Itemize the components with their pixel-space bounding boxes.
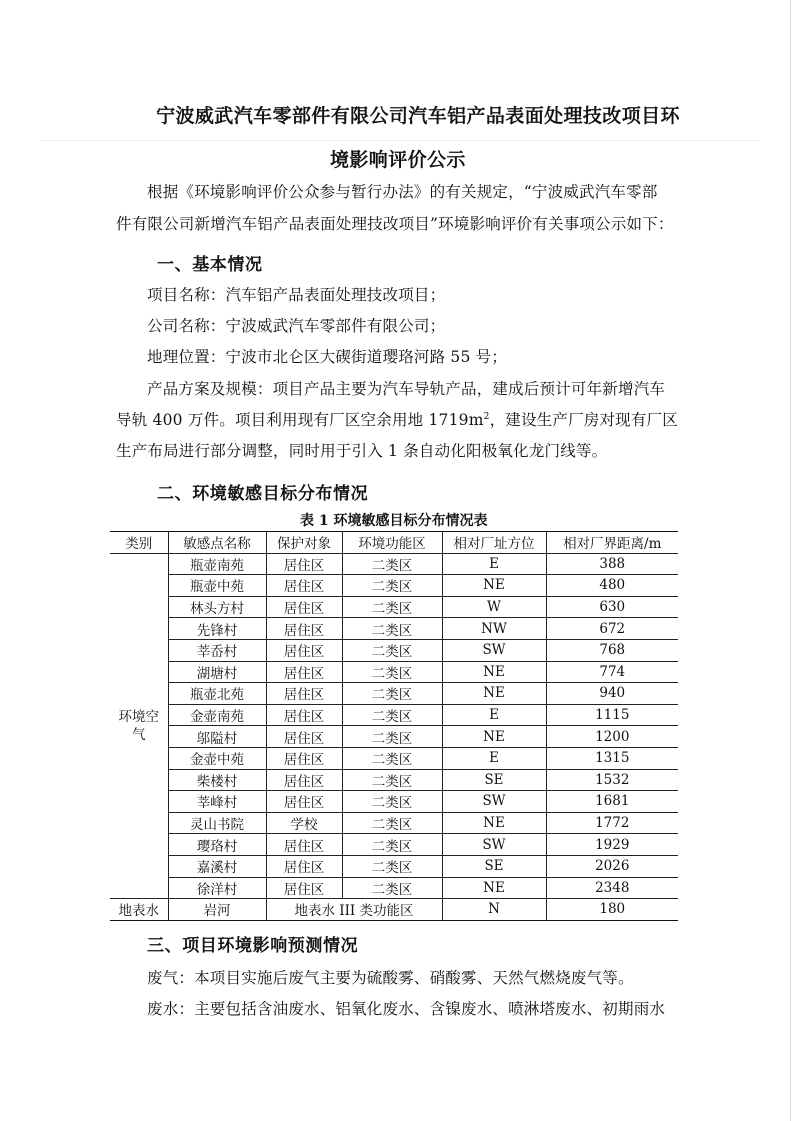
company-name: 公司名称：宁波威武汽车零部件有限公司； — [147, 317, 446, 335]
cell-zone: 二类区 — [342, 769, 442, 791]
cell-direction: NE — [442, 661, 546, 683]
cell-distance: 768 — [546, 639, 678, 661]
table-row — [110, 791, 678, 813]
table-row — [110, 661, 678, 683]
table-row — [110, 618, 678, 640]
cell-name: 莘峰村 — [168, 791, 266, 813]
table-row-surface-water — [110, 899, 678, 921]
cell-distance: 1315 — [546, 747, 678, 769]
cell-direction: NE — [442, 812, 546, 834]
header-name: 敏感点名称 — [168, 532, 266, 554]
scheme-line2-part-b: ，建设生产厂房对现有厂区 — [489, 411, 678, 429]
cell-zone: 二类区 — [342, 855, 442, 877]
cell-zone: 二类区 — [342, 877, 442, 899]
cell-distance: 672 — [546, 618, 678, 640]
cell-object: 居住区 — [266, 575, 342, 597]
scheme-line1: 产品方案及规模：项目产品主要为汽车导轨产品，建成后预计可年新增汽车 — [147, 380, 666, 398]
cell-distance: 1929 — [546, 834, 678, 856]
cell-object: 居住区 — [266, 747, 342, 769]
cell-zone: 二类区 — [342, 812, 442, 834]
table-caption: 表 1 环境敏感目标分布情况表 — [300, 513, 488, 529]
title-divider — [40, 140, 760, 141]
cell-distance: 940 — [546, 683, 678, 705]
area-unit-superscript: 2 — [483, 411, 490, 422]
cell-distance: 1532 — [546, 769, 678, 791]
cell-name: 徐洋村 — [168, 877, 266, 899]
cell-name: 岩河 — [168, 899, 266, 921]
cell-direction: SE — [442, 855, 546, 877]
cell-direction: W — [442, 596, 546, 618]
cell-zone: 二类区 — [342, 726, 442, 748]
category-cell-water: 地表水 — [110, 899, 168, 921]
table-header-row — [110, 532, 678, 554]
cell-distance: 1200 — [546, 726, 678, 748]
cell-distance: 388 — [546, 553, 678, 575]
cell-object: 居住区 — [266, 791, 342, 813]
table-row — [110, 575, 678, 597]
project-name: 项目名称：汽车铝产品表面处理技改项目； — [147, 286, 446, 304]
cell-distance: 1681 — [546, 791, 678, 813]
cell-direction: NE — [442, 575, 546, 597]
table-row — [110, 855, 678, 877]
cell-object: 居住区 — [266, 661, 342, 683]
cell-name: 林头方村 — [168, 596, 266, 618]
section1-heading: 一、基本情况 — [157, 255, 263, 275]
table-row — [110, 747, 678, 769]
cell-object: 居住区 — [266, 704, 342, 726]
cell-object: 居住区 — [266, 726, 342, 748]
cell-zone: 二类区 — [342, 553, 442, 575]
table-row — [110, 812, 678, 834]
cell-direction: NE — [442, 726, 546, 748]
cell-direction: NE — [442, 877, 546, 899]
cell-object: 居住区 — [266, 683, 342, 705]
cell-object: 居住区 — [266, 877, 342, 899]
cell-object: 居住区 — [266, 769, 342, 791]
cell-name: 莘岙村 — [168, 639, 266, 661]
cell-direction: SE — [442, 769, 546, 791]
cell-object: 居住区 — [266, 855, 342, 877]
scheme-line3: 生产布局进行部分调整，同时用于引入 1 条自动化阳极氧化龙门线等。 — [116, 442, 608, 460]
cell-object: 学校 — [266, 812, 342, 834]
cell-direction: SW — [442, 791, 546, 813]
cell-direction: E — [442, 747, 546, 769]
cell-name: 璎珞村 — [168, 834, 266, 856]
header-direction: 相对厂址方位 — [442, 532, 546, 554]
page-edge-line — [790, 0, 791, 1121]
cell-name: 金壶南苑 — [168, 704, 266, 726]
cell-name: 瓶壶中苑 — [168, 575, 266, 597]
intro-paragraph-line2: 件有限公司新增汽车铝产品表面处理技改项目”环境影响评价有关事项公示如下： — [116, 215, 674, 233]
cell-zone: 二类区 — [342, 575, 442, 597]
cell-direction: E — [442, 553, 546, 575]
table-row — [110, 596, 678, 618]
cell-name: 瓶壶北苑 — [168, 683, 266, 705]
header-distance: 相对厂界距离/m — [546, 532, 678, 554]
cell-name: 先锋村 — [168, 618, 266, 640]
cell-direction: SW — [442, 639, 546, 661]
cell-direction: E — [442, 704, 546, 726]
cell-name: 瓶壶南苑 — [168, 553, 266, 575]
intro-paragraph-line1: 根据《环境影响评价公众参与暂行办法》的有关规定，“宁波威武汽车零部 — [147, 183, 658, 201]
cell-zone: 地表水 III 类功能区 — [266, 899, 442, 921]
cell-name: 嘉溪村 — [168, 855, 266, 877]
document-title-line1: 宁波威武汽车零部件有限公司汽车铝产品表面处理技改项目环 — [156, 105, 680, 127]
cell-object: 居住区 — [266, 553, 342, 575]
scheme-line2 — [116, 408, 678, 430]
cell-zone: 二类区 — [342, 747, 442, 769]
cell-name: 金壶中苑 — [168, 747, 266, 769]
cell-distance: 630 — [546, 596, 678, 618]
table-row — [110, 553, 678, 575]
cell-distance: 2026 — [546, 855, 678, 877]
cell-name: 柴楼村 — [168, 769, 266, 791]
cell-distance: 2348 — [546, 877, 678, 899]
table-row — [110, 769, 678, 791]
cell-distance: 774 — [546, 661, 678, 683]
header-object: 保护对象 — [266, 532, 342, 554]
cell-zone: 二类区 — [342, 791, 442, 813]
table-row — [110, 877, 678, 899]
cell-object: 居住区 — [266, 618, 342, 640]
project-location: 地理位置：宁波市北仑区大碶街道璎珞河路 55 号； — [147, 348, 508, 366]
cell-distance: 1115 — [546, 704, 678, 726]
sensitive-targets-table — [110, 531, 678, 921]
cell-zone: 二类区 — [342, 618, 442, 640]
section3-heading: 三、项目环境影响预测情况 — [147, 936, 359, 956]
cell-direction: N — [442, 899, 546, 921]
category-cell-air: 环境空气 — [110, 553, 168, 899]
header-zone: 环境功能区 — [342, 532, 442, 554]
cell-zone: 二类区 — [342, 639, 442, 661]
cell-direction: NE — [442, 683, 546, 705]
cell-object: 居住区 — [266, 639, 342, 661]
table-row — [110, 726, 678, 748]
section2-heading: 二、环境敏感目标分布情况 — [157, 484, 369, 504]
cell-name: 灵山书院 — [168, 812, 266, 834]
table-row — [110, 704, 678, 726]
cell-distance: 1772 — [546, 812, 678, 834]
cell-zone: 二类区 — [342, 596, 442, 618]
cell-direction: NW — [442, 618, 546, 640]
waste-gas-text: 废气：本项目实施后废气主要为硫酸雾、硝酸雾、天然气燃烧废气等。 — [147, 969, 634, 987]
cell-distance: 180 — [546, 899, 678, 921]
cell-direction: SW — [442, 834, 546, 856]
cell-name: 邬隘村 — [168, 726, 266, 748]
cell-zone: 二类区 — [342, 661, 442, 683]
cell-distance: 480 — [546, 575, 678, 597]
cell-name: 湖塘村 — [168, 661, 266, 683]
cell-zone: 二类区 — [342, 683, 442, 705]
cell-object: 居住区 — [266, 834, 342, 856]
cell-object: 居住区 — [266, 596, 342, 618]
table-body — [110, 553, 678, 920]
table-row — [110, 639, 678, 661]
table-row — [110, 834, 678, 856]
header-category: 类别 — [110, 532, 168, 554]
table-row — [110, 683, 678, 705]
document-title-line2: 境影响评价公示 — [330, 149, 466, 171]
scheme-line2-part-a: 导轨 400 万件。项目利用现有厂区空余用地 1719m — [116, 411, 484, 429]
cell-zone: 二类区 — [342, 704, 442, 726]
cell-zone: 二类区 — [342, 834, 442, 856]
waste-water-text: 废水：主要包括含油废水、铝氧化废水、含镍废水、喷淋塔废水、初期雨水 — [147, 1000, 666, 1018]
